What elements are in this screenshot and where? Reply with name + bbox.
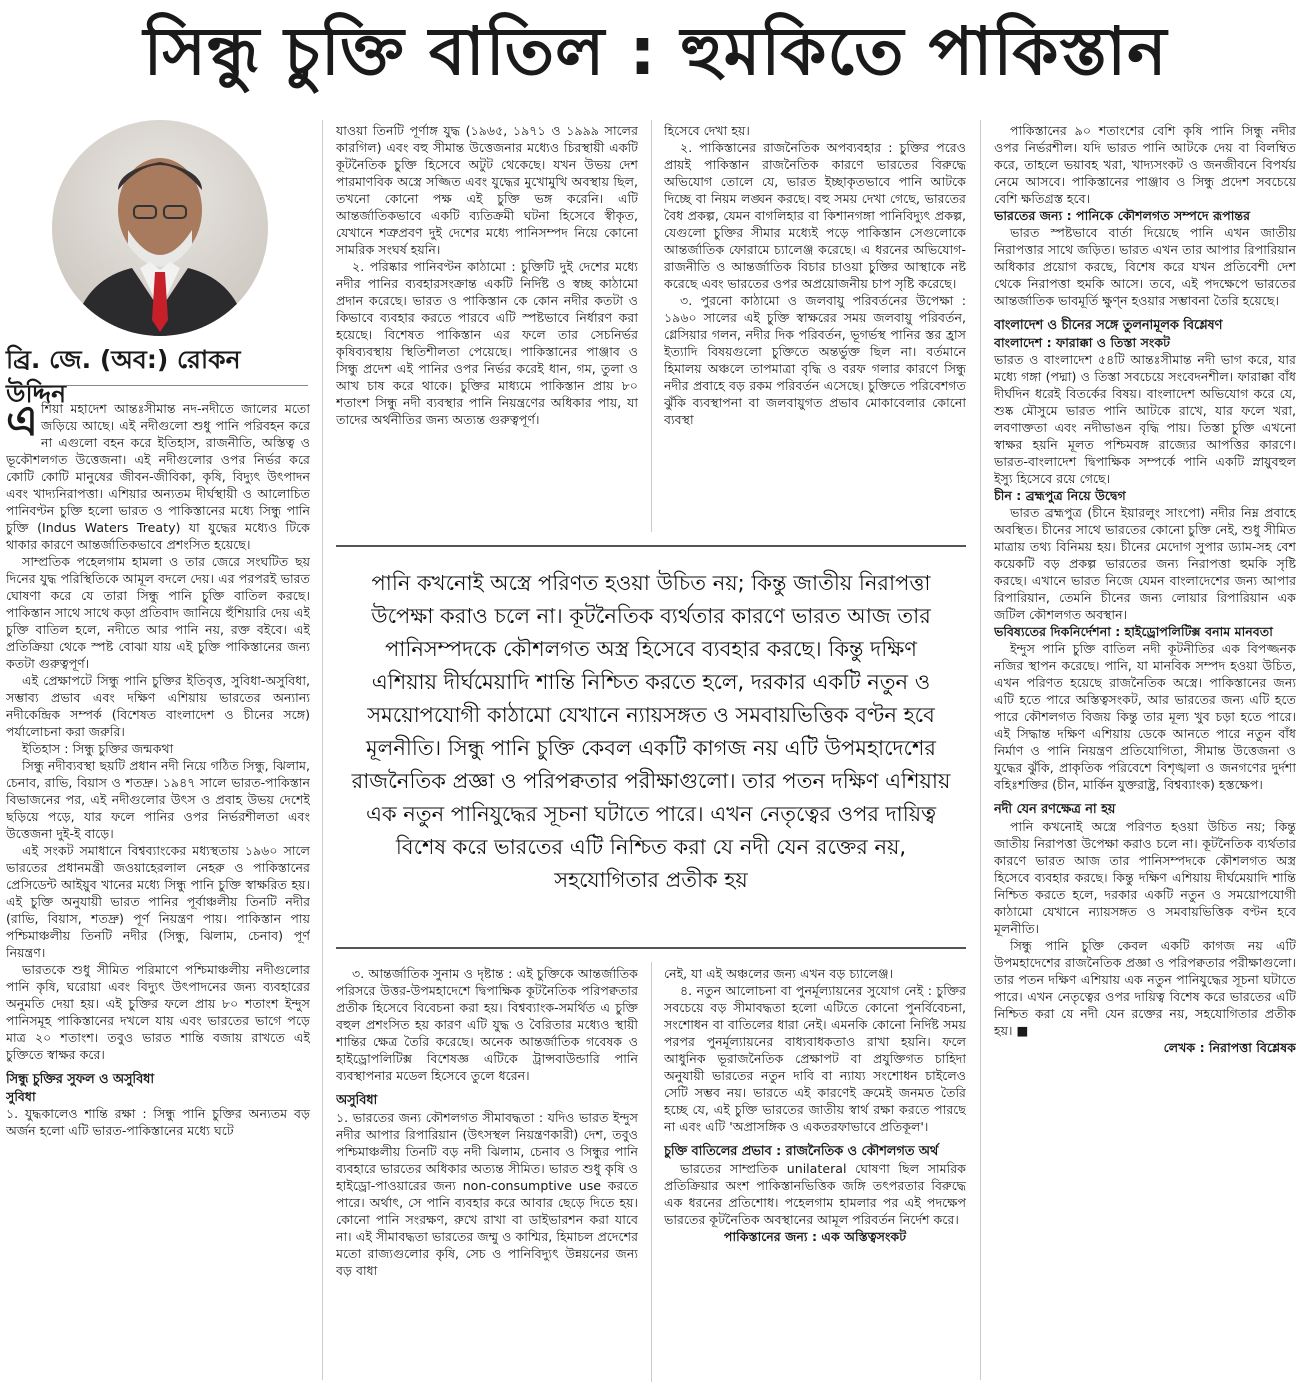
- paragraph: ভারত ও বাংলাদেশ ৫৪টি আন্তঃসীমান্ত নদী ভাগ করে, যার মধ্যে গঙ্গা (পদ্মা) ও তিস্তা সবচেয়ে সংবেদনশীল। ফারাক্কা বাঁধ দীর্ঘদিন ধরেই বিতর্কের বিষয়। বাংলাদেশ অভিযোগ করে যে, শুষ্ক মৌসুমে ভারত পানি আটকে রাখে, যার ফলে খরা, লবণাক্ততা এবং নদীভাঙন বৃদ্ধি পায়। তিস্তা চুক্তি এখনো স্বাক্ষর হয়নি মূলত পশ্চিমবঙ্গ রাজ্যের আপত্তির কারণে। ভারত-বাংলাদেশ দ্বিপাক্ষিক সম্পর্কে পানি একটি স্নায়ুবহুল ইস্যু হিসেবে রয়ে গেছে।: [994, 352, 1296, 486]
- paragraph: ১. ভারতের জন্য কৌশলগত সীমাবদ্ধতা : যদিও ভারত ইন্দুস নদীর আপার রিপারিয়ান (উৎসস্থল নিয়ন্ত্রণকারী) দেশ, তবুও পশ্চিমাঞ্চলীয় তিনটি বড় নদী ঝিলাম, চেনাব ও সিন্ধুর পানি ব্যবহারে ভারতের অধিকার অত্যন্ত সীমিত। ভারত শুধু কৃষি ও হাইড্রো-পাওয়ারের জন্য non-consumptive use করতে পারে। অর্থাৎ, সে পানি ব্যবহার করে আবার ছেড়ে দিতে হয়। কোনো পানি সংরক্ষণ, রুখে রাখা বা ডাইভারশন করা যাবে না। এই সীমাবদ্ধতা ভারতের জম্মু ও কাশ্মির, হিমাচল প্রদেশের মতো রাজ্যগুলোর কৃষি, সেচ ও পানিবিদ্যুৎ উন্নয়নের জন্য বড় বাধা: [336, 1110, 638, 1278]
- paragraph: পানি কখনোই অস্ত্রে পরিণত হওয়া উচিত নয়; কিন্তু জাতীয় নিরাপত্তা উপেক্ষা করাও চলে না। কূটনৈতিক ব্যর্থতার কারণে ভারত আজ তার পানিসম্পদকে কৌশলগত অস্ত্র হিসেবে ব্যবহার করছে। কিন্তু দক্ষিণ এশিয়ায় দীর্ঘমেয়াদি শান্তি নিশ্চিত করতে হলে, দরকার একটি নতুন ও সময়োপযোগী কাঠামো যেখানে ন্যায়সঙ্গত ও সমবায়ভিত্তিক বণ্টন হবে মূলনীতি।: [994, 819, 1296, 936]
- paragraph: ভারত ব্রহ্মপুত্র (চীনে ইয়ারলুং সাংপো) নদীর নিম্ন প্রবাহে অবস্থিত। চীনের সাথে ভারতের কোনো চুক্তি নেই, শুধু সীমিত মাত্রায় তথ্য বিনিময় হয়। চীনের মেদোগ সুপার ড্যাম-সহ বেশ কয়েকটি বড় প্রকল্প ভারতের জন্য নিরাপত্তা হুমকি সৃষ্টি করছে। এখানে ভারত নিজে যেমন বাংলাদেশের জন্য আপার রিপারিয়ান, তেমনি চীনের জন্য লোয়ার রিপারিয়ান এক জটিল কৌশলগত অবস্থান।: [994, 505, 1296, 622]
- headline: সিন্ধু চুক্তি বাতিল : হুমকিতে পাকিস্তান: [143, 13, 1168, 90]
- paragraph: ভারতকে শুধু সীমিত পরিমাণে পশ্চিমাঞ্চলীয় নদীগুলোর পানি কৃষি, ঘরোয়া এবং বিদ্যুৎ উৎপাদনের জন্য ব্যবহারের অনুমতি দেয়া হয়। এই চুক্তির ফলে প্রায় ৮০ শতাংশ ইন্দুস পানিসমূহ পাকিস্তানের দখলে যায় এবং ভারতের ভাগে পড়ে মাত্র ২০ শতাংশ। তবুও ভারত শান্তি বজায় রাখতে এই চুক্তিতে স্বাক্ষর করে।: [6, 962, 310, 1062]
- byline: ব্রি. জে. (অব:) রোকন উদ্দিন: [6, 345, 241, 408]
- section-heading: অসুবিধা: [336, 1093, 378, 1108]
- column-divider: [980, 120, 981, 1380]
- paragraph: পাকিস্তানের ৯০ শতাংশের বেশি কৃষি পানি সিন্ধু নদীর ওপর নির্ভরশীল। যদি ভারত পানি আটকে দেয় বা বিলম্বিত করে, তাহলে ভয়াবহ খরা, খাদ্যসংকট ও জনজীবনে বিপর্যয় নেমে আসবে। পাকিস্তানের পাঞ্জাব ও সিন্ধু প্রদেশ সবচেয়ে বেশি ক্ষতিগ্রস্ত হবে।: [994, 123, 1296, 206]
- section-heading: সিন্ধু চুক্তির সুফল ও অসুবিধা: [6, 1072, 155, 1087]
- paragraph: যাওয়া তিনটি পূর্ণাঙ্গ যুদ্ধ (১৯৬৫, ১৯৭১ ও ১৯৯৯ সালের কারগিল) এবং বহু সীমান্ত উত্তেজনার মধ্যেও চিরস্থায়ী একটি কূটনৈতিক চুক্তি হিসেবে অটুট থেকেছে। যখন উভয় দেশ পারমাণবিক অস্ত্রে সজ্জিত এবং যুদ্ধের মুখোমুখি অবস্থায় ছিল, তখনো কোনো পক্ষ এই চুক্তি ভঙ্গ করেনি। এটি আন্তর্জাতিকভাবে একটি ব্যতিক্রমী ঘটনা হিসেবে স্বীকৃত, যেখানে শত্রুপ্রবণ দুই দেশের মধ্যে পানিসম্পদ নিয়ে কোনো সামরিক সংঘর্ষ হয়নি।: [336, 123, 638, 257]
- drop-cap: এ: [6, 400, 38, 445]
- article-column-4: [994, 122, 1296, 1385]
- pull-quote: [336, 545, 966, 949]
- paragraph: ৪. নতুন আলোচনা বা পুনর্মূল্যায়নের সুযোগ নেই : চুক্তির সবচেয়ে বড় সীমাবদ্ধতা হলো এটিতে কোনো পুনর্বিবেচনা, সংশোধন বা বাতিলের ধারা নেই। এমনকি কোনো নির্দিষ্ট সময় পরপর পুনর্মূল্যায়নের বাধ্যবাধকতাও রাখা হয়নি। ফলে আধুনিক ভূরাজনৈতিক প্রেক্ষাপট বা প্রযুক্তিগত চাহিদা অনুযায়ী ভারতের নতুন দাবি বা ন্যায্য সংশোধন চাইলেও সেটি সম্ভব নয়। ভারতে এই কারণেই ক্রমেই জনমত তৈরি হচ্ছে যে, এই চুক্তি ভারতের জাতীয় স্বার্থ রক্ষা করতে পারছে না এবং এটি 'অপ্রাসঙ্গিক ও একতরফাভাবে প্রতিকূল'।: [664, 983, 966, 1134]
- section-heading: নদী যেন রণক্ষেত্র না হয়: [994, 802, 1116, 817]
- paragraph: ৩. পুরনো কাঠামো ও জলবায়ু পরিবর্তনের উপেক্ষা : ১৯৬০ সালের এই চুক্তি স্বাক্ষরের সময় জলবায়ু পরিবর্তন, গ্লেসিয়ার গলন, নদীর দিক পরিবর্তন, ভূগর্ভস্থ পানির স্তর হ্রাস ইত্যাদি বিষয়গুলো চুক্তিতে অন্তর্ভুক্ত ছিল না। বর্তমানে হিমালয় অঞ্চলে তাপমাত্রা বৃদ্ধি ও বরফ গলার কারণে সিন্ধু নদীর প্রবাহে বড় রকম পরিবর্তন এসেছে। চুক্তিতে পরিবেশগত ঝুঁকি ব্যবস্থাপনা বা জলবায়ুগত প্রভাব মোকাবেলার কোনো ব্যবস্থা: [664, 293, 966, 427]
- author-portrait-image: [52, 120, 268, 336]
- paragraph: ৩. আন্তর্জাতিক সুনাম ও দৃষ্টান্ত : এই চুক্তিকে আন্তর্জাতিক পরিসরে উত্তর-উপমহাদেশে দ্বিপাক্ষিক কূটনৈতিক পরিপক্বতার প্রতীক হিসেবে বিবেচনা করা হয়। বিশ্বব্যাংক-সমর্থিত এ চুক্তি বহুল প্রশংসিত হয় কারণ এটি যুদ্ধ ও বৈরিতার মধ্যেও স্থায়ী শান্তির ক্ষেত্র তৈরি করেছে। অনেক আন্তর্জাতিক গবেষক ও হাইড্রোপলিটিক্স বিশেষজ্ঞ এটিকে ট্রান্সবাউন্ডারি পানি ব্যবস্থাপনার মডেল হিসেবে তুলে ধরেন।: [336, 966, 638, 1083]
- paragraph: শিয়া মহাদেশ আন্তঃসীমান্ত নদ-নদীতে জালের মতো জড়িয়ে আছে। এই নদীগুলো শুধু পানি পরিবহন করে না এগুলো বহন করে ইতিহাস, রাজনীতি, অস্তিত্ব ও ভূকৌশলগত উত্তেজনা। এই নদীগুলোর ওপর নির্ভর করে কোটি কোটি মানুষের জীবন-জীবিকা, কৃষি, বিদ্যুৎ উৎপাদন এবং খাদ্যনিরাপত্তা। এশিয়ার অন্যতম দীর্ঘস্থায়ী ও আলোচিত পানিবণ্টন চুক্তি হলো ভারত ও পাকিস্তানের মধ্যে সিন্ধু পানি চুক্তি (Indus Waters Treaty) যা যুদ্ধের মধ্যেও টিকে থাকার কারণে আন্তর্জাতিকভাবে প্রশংসিত হয়েছে।: [6, 401, 310, 552]
- paragraph: ২. পাকিস্তানের রাজনৈতিক অপব্যবহার : চুক্তির পরেও প্রায়ই পাকিস্তান রাজনৈতিক কারণে ভারতের বিরুদ্ধে অভিযোগ তোলে যে, ভারত ইচ্ছাকৃতভাবে পানি আটকে দিচ্ছে বা নিয়ম লঙ্ঘন করছে। বহু সময় দেখা গেছে, ভারতের বৈধ প্রকল্প, যেমন বাগলিহার বা কিশানগঙ্গা পানিবিদ্যুৎ প্রকল্প, যেগুলো চুক্তির সীমার মধ্যেই পড়ে পাকিস্তান সেগুলোকে আন্তর্জাতিক ফোরামে চ্যালেঞ্জ করেছে। এ ধরনের অভিযোগ-রাজনীতি ও আন্তর্জাতিক বিচার চাওয়া চুক্তির আস্থাকে নষ্ট করেছে এবং ভারতের ওপর অপ্রয়োজনীয় চাপ সৃষ্টি করেছে।: [664, 140, 966, 291]
- paragraph: সিন্ধু পানি চুক্তি কেবল একটি কাগজ নয় এটি উপমহাদেশের রাজনৈতিক প্রজ্ঞা ও পরিপক্বতার পরীক্ষাগুলো। তার পতন দক্ষিণ এশিয়ায় এক নতুন পানিযুদ্ধের সূচনা ঘটাতে পারে। এখন নেতৃত্বের ওপর দায়িত্ব বিশেষ করে ভারতের এটি নিশ্চিত করা যে নদী যেন রক্তের নয়, সহযোগিতার প্রতীক হয়। ■: [994, 938, 1296, 1038]
- paragraph: সাম্প্রতিক পহেলগাম হামলা ও তার জেরে সংঘটিত ছয় দিনের যুদ্ধ পরিস্থিতিকে আমূল বদলে দেয়। এর পরপরই ভারত ঘোষণা করে যে তারা সিন্ধু পানি চুক্তি বাতিল করছে। পাকিস্তান সাথে সাথে কড়া প্রতিবাদ জানিয়ে হুঁশিয়ারি দেয় এই চুক্তি বাতিল হলে, নদীতে আর পানি নয়, রক্ত বইবে। এই প্রতিক্রিয়া থেকে স্পষ্ট বোঝা যায় এই চুক্তি পাকিস্তানের জন্য কতটা গুরুত্বপূর্ণ।: [6, 554, 310, 671]
- paragraph: সিন্ধু নদীব্যবস্থা ছয়টি প্রধান নদী নিয়ে গঠিত সিন্ধু, ঝিলাম, চেনাব, রাভি, বিয়াস ও শতদ্রু। ১৯৪৭ সালে ভারত-পাকিস্তান বিভাজনের পর, এই নদীগুলোর উৎস ও প্রবাহ উভয় দেশেই ছড়িয়ে পড়ে, যার ফলে পানির ওপর নির্ভরশীলতা এবং উত্তেজনা দুই-ই বাড়ে।: [6, 758, 310, 841]
- article-column-3-bottom: [664, 965, 966, 1385]
- paragraph: ভারতের সাম্প্রতিক unilateral ঘোষণা ছিল সামরিক প্রতিক্রিয়ার অংশ পাকিস্তানভিত্তিক জঙ্গি তৎপরতার বিরুদ্ধে এক ধরনের প্রতিশোধ। পহেলগাম হামলার পর এই পদক্ষেপ ভারতের কূটনৈতিক অবস্থানের আমূল পরিবর্তন নির্দেশ করে।: [664, 1161, 966, 1227]
- column-divider: [651, 120, 652, 532]
- subsection-heading: ভারতের জন্য : পানিকে কৌশলগত সম্পদে রূপান্তর: [994, 208, 1250, 223]
- column-divider: [651, 962, 652, 1382]
- subsection-heading: সুবিধা: [6, 1089, 36, 1104]
- paragraph: এই সংকট সমাধানে বিশ্বব্যাংকের মধ্যস্থতায় ১৯৬০ সালে ভারতের প্রধানমন্ত্রী জওয়াহেরলাল নেহরু ও পাকিস্তানের প্রেসিডেন্ট আইয়ুব খানের মধ্যে সিন্ধু পানি চুক্তি স্বাক্ষরিত হয়। এই চুক্তি অনুযায়ী ভারত পানির পূর্বাঞ্চলীয় তিনটি নদীর (রাভি, বিয়াস, শতদ্রু) পূর্ণ নিয়ন্ত্রণ পায়। পাকিস্তান পায় পশ্চিমাঞ্চলীয় তিনটি নদীর (সিন্ধু, ঝিলাম, চেনাব) পূর্ণ নিয়ন্ত্রণ।: [6, 843, 310, 960]
- paragraph: ২. পরিষ্কার পানিবণ্টন কাঠামো : চুক্তিটি দুই দেশের মধ্যে নদীর পানির ব্যবহারসংক্রান্ত একটি নির্দিষ্ট ও স্বচ্ছ কাঠামো প্রদান করেছে। ভারত ও পাকিস্তান কে কোন নদীর কতটা ও কিভাবে ব্যবহার করতে পারবে এটি স্পষ্টভাবে নির্ধারণ করা হয়েছে। বিশেষত পাকিস্তান এর ফলে তার সেচনির্ভর কৃষিব্যবস্থায় স্থিতিশীলতা পেয়েছে। পাকিস্তানের পাঞ্জাব ও সিন্ধু প্রদেশ এই পানির ওপর নির্ভর করেই ধান, গম, তুলা ও আখ চাষ করে থাকে। চুক্তির মাধ্যমে পাকিস্তান প্রায় ৮০ শতাংশ সিন্ধু নদী ব্যবস্থার পানি নিয়ন্ত্রণের অধিকার পায়, যা তাদের অর্থনীতির জন্য অত্যন্ত গুরুত্বপূর্ণ।: [336, 259, 638, 427]
- paragraph: এই প্রেক্ষাপটে সিন্ধু পানি চুক্তির ইতিবৃত্ত, সুবিধা-অসুবিধা, সম্ভাব্য প্রভাব এবং দক্ষিণ এশিয়ায় ভারতের অন্যান্য নদীকেন্দ্রিক সম্পর্ক (বিশেষত বাংলাদেশ ও চীনের সঙ্গে) পর্যালোচনা করা জরুরি।: [6, 673, 310, 739]
- article-column-2-bottom: [336, 965, 638, 1385]
- paragraph: হিসেবে দেখা হয়।: [664, 123, 750, 138]
- paragraph: নেই, যা এই অঞ্চলের জন্য এখন বড় চ্যালেঞ্জ।: [664, 966, 894, 981]
- paragraph: ভারত স্পষ্টভাবে বার্তা দিয়েছে পানি এখন জাতীয় নিরাপত্তার সাথে জড়িত। ভারত এখন তার আপার রিপারিয়ান অধিকার প্রয়োগ করছে, বিশেষ করে যখন প্রতিবেশী দেশ থেকে নিরাপত্তা হুমকি আসে। তবে, এই পদক্ষেপে ভারতের আন্তর্জাতিক ভাবমূর্তি ক্ষুণ্ন হওয়ার সম্ভাবনা তৈরি হয়েছে।: [994, 225, 1296, 308]
- article-column-2-top: [336, 122, 638, 532]
- author-credit: লেখক : নিরাপত্তা বিশ্লেষক: [1163, 1040, 1296, 1055]
- section-heading: বাংলাদেশ ও চীনের সঙ্গে তুলনামূলক বিশ্লেষণ: [994, 318, 1223, 333]
- paragraph: ইন্দুস পানি চুক্তি বাতিল নদী কূটনীতির এক বিপজ্জনক নজির স্থাপন করেছে। পানি, যা মানবিক সম্পদ হওয়া উচিত, এখন পরিণত হয়েছে রাজনৈতিক অস্ত্রে। পাকিস্তানের জন্য এটি হতে পারে অস্তিত্বসংকট, আর ভারতের জন্য এটি হতে পারে কৌশলগত বিজয় কিন্তু তার মূল্য খুব চড়া হতে পারে। এই সিদ্ধান্ত দক্ষিণ এশিয়ায় ডেকে আনতে পারে নতুন বাঁধ নির্মাণ ও পানি নিয়ন্ত্রণ প্রতিযোগিতা, সীমান্ত উত্তেজনা ও যুদ্ধের ঝুঁকি, প্রাকৃতিক পরিবেশে বিশৃঙ্খলা ও জনগণের দুর্দশা বহিঃশক্তির (চীন, মার্কিন যুক্তরাষ্ট্র, বিশ্বব্যাংক) হস্তক্ষেপ।: [994, 641, 1296, 792]
- author-photo: [52, 120, 268, 336]
- subsection-heading: চীন : ব্রহ্মপুত্র নিয়ে উদ্বেগ: [994, 488, 1126, 503]
- article-column-3-top: [664, 122, 966, 532]
- subsection-heading: পাকিস্তানের জন্য : এক অস্তিত্বসংকট: [723, 1229, 907, 1244]
- byline-divider: [6, 385, 308, 386]
- article-column-1: [6, 400, 310, 1385]
- section-heading: চুক্তি বাতিলের প্রভাব : রাজনৈতিক ও কৌশলগত অর্থ: [664, 1144, 939, 1159]
- subsection-heading: ভবিষ্যতের দিকনির্দেশনা : হাইড্রোপলিটিক্স বনাম মানবতা: [994, 624, 1273, 639]
- pull-quote-text: পানি কখনোই অস্ত্রে পরিণত হওয়া উচিত নয়; কিন্তু জাতীয় নিরাপত্তা উপেক্ষা করাও চলে না। কূটনৈতিক ব্যর্থতার কারণে ভারত আজ তার পানিসম্পদকে কৌশলগত অস্ত্র হিসেবে ব্যবহার করছে। কিন্তু দক্ষিণ এশিয়ায় দীর্ঘমেয়াদি শান্তি নিশ্চিত করতে হলে, দরকার একটি নতুন ও সময়োপযোগী কাঠামো যেখানে ন্যায়সঙ্গত ও সমবায়ভিত্তিক বণ্টন হবে মূলনীতি। সিন্ধু পানি চুক্তি কেবল একটি কাগজ নয় এটি উপমহাদেশের রাজনৈতিক প্রজ্ঞা ও পরিপক্বতার পরীক্ষাগুলো। তার পতন দক্ষিণ এশিয়ায় এক নতুন পানিযুদ্ধের সূচনা ঘটাতে পারে। এখন নেতৃত্বের ওপর দায়িত্ব বিশেষ করে ভারতের এটি নিশ্চিত করা যে নদী যেন রক্তের নয়, সহযোগিতার প্রতীক হয়: [351, 571, 951, 892]
- column-divider: [322, 120, 323, 1380]
- subheading: ইতিহাস : সিন্ধু চুক্তির জন্মকথা: [22, 741, 174, 756]
- subsection-heading: বাংলাদেশ : ফারাক্কা ও তিস্তা সংকট: [994, 335, 1171, 350]
- paragraph: ১. যুদ্ধকালেও শান্তি রক্ষা : সিন্ধু পানি চুক্তির অন্যতম বড় অর্জন হলো এটি ভারত-পাকিস্তানের মধ্যে ঘটে: [6, 1106, 310, 1138]
